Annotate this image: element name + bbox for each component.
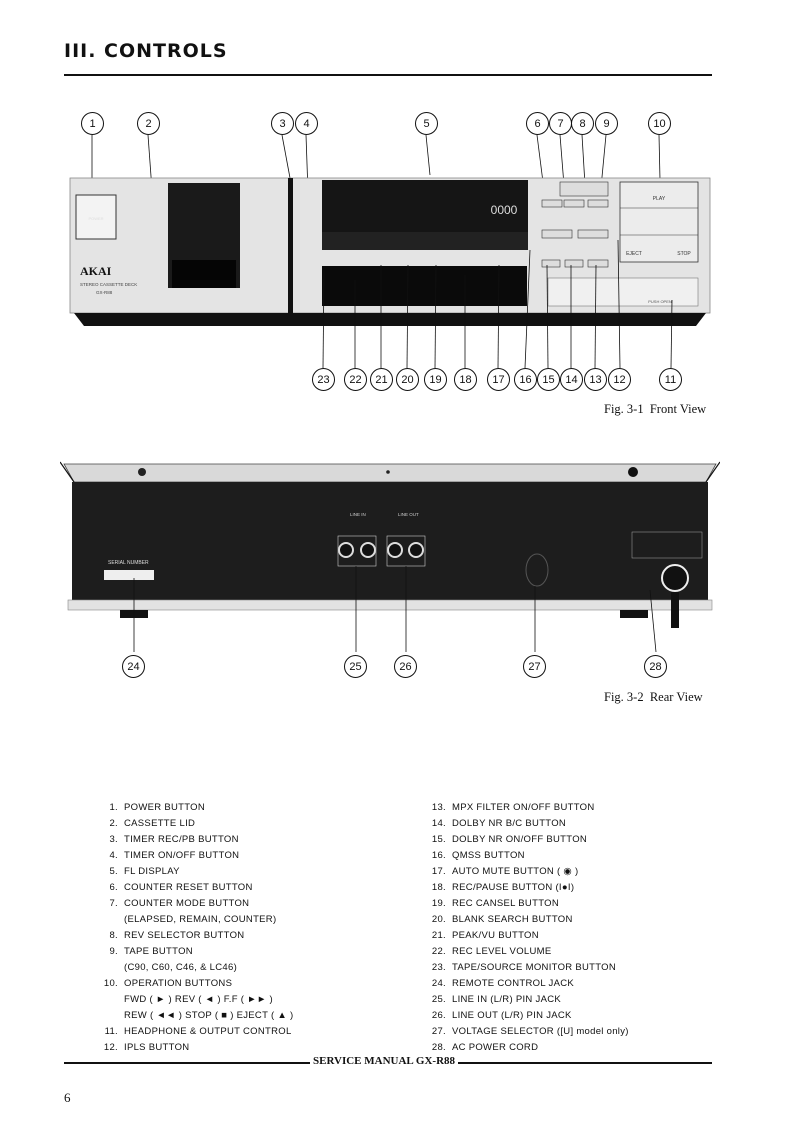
legend-item: 13. MPX FILTER ON/OFF BUTTON — [431, 802, 595, 813]
legend-item: 19. REC CANSEL BUTTON — [431, 898, 559, 909]
callout-12: 12 — [608, 368, 631, 391]
legend-item: 14. DOLBY NR B/C BUTTON — [431, 818, 567, 829]
brand-logo: AKAI — [80, 264, 112, 278]
callout-23: 23 — [312, 368, 335, 391]
op-eject-label: EJECT — [626, 251, 642, 257]
legend-item: 26. LINE OUT (L/R) PIN JACK — [431, 1010, 572, 1021]
callout-24: 24 — [122, 655, 145, 678]
callout-2: 2 — [137, 112, 160, 135]
callout-8: 8 — [571, 112, 594, 135]
callout-10: 10 — [648, 112, 671, 135]
legend-item: 3. TIMER REC/PB BUTTON — [109, 834, 239, 845]
svg-text:POWER: POWER — [88, 216, 104, 221]
legend-item: 22. REC LEVEL VOLUME — [431, 946, 552, 957]
callout-20: 20 — [396, 368, 419, 391]
op-stop-label: STOP — [677, 251, 691, 257]
callout-6: 6 — [526, 112, 549, 135]
rear-view-figure — [60, 460, 720, 660]
legend-item: 21. PEAK/VU BUTTON — [431, 930, 539, 941]
legend-item: 28. AC POWER CORD — [431, 1042, 539, 1053]
callout-3: 3 — [271, 112, 294, 135]
callout-26: 26 — [394, 655, 417, 678]
line-in-label: LINE IN — [350, 512, 366, 517]
legend-item: 23. TAPE/SOURCE MONITOR BUTTON — [431, 962, 617, 973]
legend-item: 11. HEADPHONE & OUTPUT CONTROL — [104, 1026, 292, 1037]
legend-item: FWD ( ► ) REV ( ◄ ) F.F ( ►► ) — [124, 994, 273, 1005]
callout-19: 19 — [424, 368, 447, 391]
callout-18: 18 — [454, 368, 477, 391]
legend-item: 7. COUNTER MODE BUTTON — [109, 898, 250, 909]
legend-item: 24. REMOTE CONTROL JACK — [431, 978, 574, 989]
callout-15: 15 — [537, 368, 560, 391]
callout-9: 9 — [595, 112, 618, 135]
page-heading: III. CONTROLS — [64, 40, 228, 62]
serial-label: SERIAL NUMBER — [108, 560, 149, 566]
legend-item: 25. LINE IN (L/R) PIN JACK — [431, 994, 562, 1005]
legend-item: 9. TAPE BUTTON — [109, 946, 193, 957]
legend-item: 12. IPLS BUTTON — [103, 1042, 190, 1053]
callout-22: 22 — [344, 368, 367, 391]
legend-item: 17. AUTO MUTE BUTTON ( ◉ ) — [431, 866, 579, 877]
footer-title: SERVICE MANUAL GX-R88 — [310, 1055, 458, 1067]
legend-item: 2. CASSETTE LID — [109, 818, 196, 829]
callout-27: 27 — [523, 655, 546, 678]
fl-counter: 0000 — [490, 203, 518, 217]
rear-view-caption: Fig. 3-2 Rear View — [604, 690, 703, 704]
legend-item: 6. COUNTER RESET BUTTON — [109, 882, 253, 893]
push-open-label: PUSH OPEN — [648, 299, 672, 304]
callout-14: 14 — [560, 368, 583, 391]
legend-item: 15. DOLBY NR ON/OFF BUTTON — [431, 834, 588, 845]
model-line2: GX-R88 — [96, 290, 113, 295]
legend-item: 4. TIMER ON/OFF BUTTON — [109, 850, 240, 861]
callout-17: 17 — [487, 368, 510, 391]
page-number: 6 — [64, 1090, 71, 1105]
legend-item: 20. BLANK SEARCH BUTTON — [431, 914, 573, 925]
legend-item: 1. POWER BUTTON — [109, 802, 206, 813]
front-view-caption: Fig. 3-1 Front View — [604, 402, 707, 416]
callout-11: 11 — [659, 368, 682, 391]
legend-item: 27. VOLTAGE SELECTOR ([U] model only) — [431, 1026, 629, 1037]
front-view-figure — [60, 100, 720, 400]
legend-item: 10. OPERATION BUTTONS — [103, 978, 233, 989]
callout-25: 25 — [344, 655, 367, 678]
callout-4: 4 — [295, 112, 318, 135]
callout-7: 7 — [549, 112, 572, 135]
legend-item: REW ( ◄◄ ) STOP ( ■ ) EJECT ( ▲ ) — [124, 1010, 294, 1021]
legend-right — [424, 800, 629, 1056]
callout-16: 16 — [514, 368, 537, 391]
legend-item: 5. FL DISPLAY — [109, 866, 180, 877]
legend-left — [96, 800, 293, 1056]
callout-28: 28 — [644, 655, 667, 678]
legend-item: (ELAPSED, REMAIN, COUNTER) — [124, 914, 277, 925]
callout-21: 21 — [370, 368, 393, 391]
model-line1: STEREO CASSETTE DECK — [80, 282, 138, 287]
line-out-label: LINE OUT — [398, 512, 419, 517]
legend-item: 16. QMSS BUTTON — [431, 850, 525, 861]
legend-item: (C90, C60, C46, & LC46) — [124, 962, 238, 973]
legend-item: 18. REC/PAUSE BUTTON (I●I) — [431, 882, 575, 893]
legend-item: 8. REV SELECTOR BUTTON — [109, 930, 245, 941]
callout-1: 1 — [81, 112, 104, 135]
callout-5: 5 — [415, 112, 438, 135]
heading-rule — [64, 74, 712, 76]
op-play-label: PLAY — [652, 196, 666, 202]
callout-13: 13 — [584, 368, 607, 391]
